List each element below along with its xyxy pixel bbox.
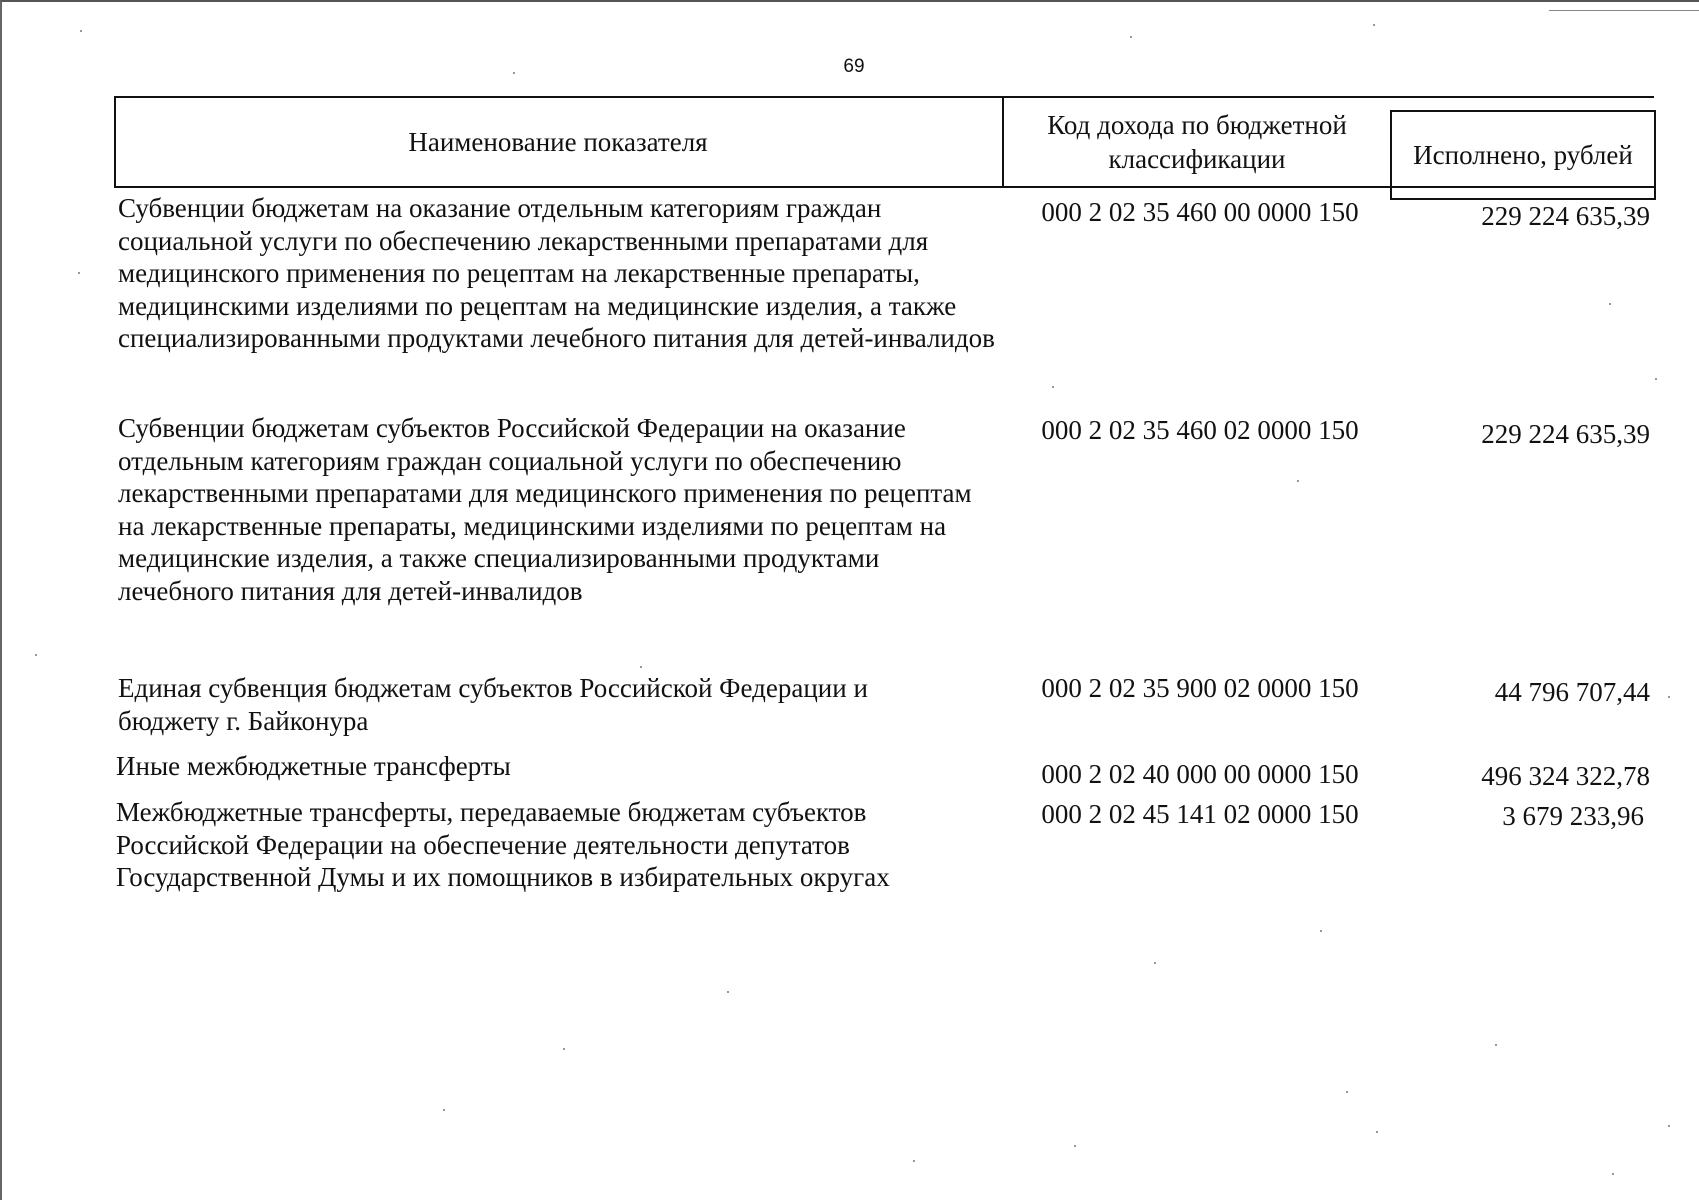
row-executed: 496 324 322,78 xyxy=(1481,761,1650,791)
scan-speck xyxy=(1668,696,1670,698)
page-number: 69 xyxy=(843,56,865,77)
header-code-label: Код дохода по бюджетной классификации xyxy=(1047,110,1347,174)
row-code: 000 2 02 40 000 00 0000 150 xyxy=(1041,759,1359,789)
scan-speck xyxy=(640,666,642,668)
scan-speck xyxy=(80,30,82,32)
scan-speck xyxy=(78,272,80,274)
scan-speck xyxy=(1154,962,1156,964)
scan-speck xyxy=(1668,1125,1670,1127)
scan-speck xyxy=(563,1048,565,1050)
row-code: 000 2 02 35 460 00 0000 150 xyxy=(1041,197,1359,227)
scan-speck xyxy=(1074,1145,1076,1147)
header-executed: Исполнено, рублей xyxy=(1390,110,1656,200)
row-code: 000 2 02 35 900 02 0000 150 xyxy=(1041,673,1359,703)
row-code: 000 2 02 45 141 02 0000 150 xyxy=(1041,799,1359,829)
scan-speck xyxy=(443,1109,445,1111)
row-executed: 44 796 707,44 xyxy=(1494,677,1650,707)
header-code xyxy=(1002,96,1390,188)
scan-speck xyxy=(1612,1173,1614,1175)
row-name: Субвенции бюджетам субъектов Российской Федерации на оказание отдельным категориям граждан социальной услуги по обеспечению лекарственными препаратами для медицинского применения по рецептам на лекарственные препараты, медицинскими изделиями по рецептам на медицинские изделия, а также специализированными продуктами лечебного питания для детей-инвалидов xyxy=(118,413,972,606)
scan-corner-line xyxy=(1549,10,1699,11)
scan-speck xyxy=(1320,930,1322,932)
row-executed: 229 224 635,39 xyxy=(1481,201,1650,231)
row-executed: 3 679 233,96 xyxy=(1502,801,1644,831)
scan-speck xyxy=(1297,480,1299,482)
scan-speck xyxy=(1052,386,1054,388)
row-name: Межбюджетные трансферты, передаваемые бюджетам субъектов Российской Федерации на обеспечение деятельности депутатов Государственной Думы и их помощников в избирательных округах xyxy=(116,797,890,892)
row-code: 000 2 02 35 460 02 0000 150 xyxy=(1041,415,1359,445)
scan-speck xyxy=(1655,378,1657,380)
scan-speck xyxy=(1376,1131,1378,1133)
scan-speck xyxy=(1373,24,1375,26)
scan-speck xyxy=(1130,36,1132,38)
row-name: Субвенции бюджетам на оказание отдельным категориям граждан социальной услуги по обеспечению лекарственными препаратами для медицинского применения по рецептам на лекарственные препараты, медицинскими изделиями по рецептам на медицинские изделия, а также специализированными продуктами лечебного питания для детей-инвалидов xyxy=(118,193,995,353)
header-name: Наименование показателя xyxy=(408,127,708,157)
scan-speck xyxy=(913,1160,915,1162)
scan-speck xyxy=(1495,1044,1497,1046)
scan-speck xyxy=(727,991,729,993)
row-executed: 229 224 635,39 xyxy=(1481,419,1650,449)
scan-speck xyxy=(1346,1091,1348,1093)
row-name: Иные межбюджетные трансферты xyxy=(116,751,511,781)
row-name: Единая субвенция бюджетам субъектов Российской Федерации и бюджету г. Байконура xyxy=(118,673,868,736)
scan-speck xyxy=(513,72,515,74)
scan-speck xyxy=(35,654,37,656)
scan-speck xyxy=(1609,303,1611,305)
